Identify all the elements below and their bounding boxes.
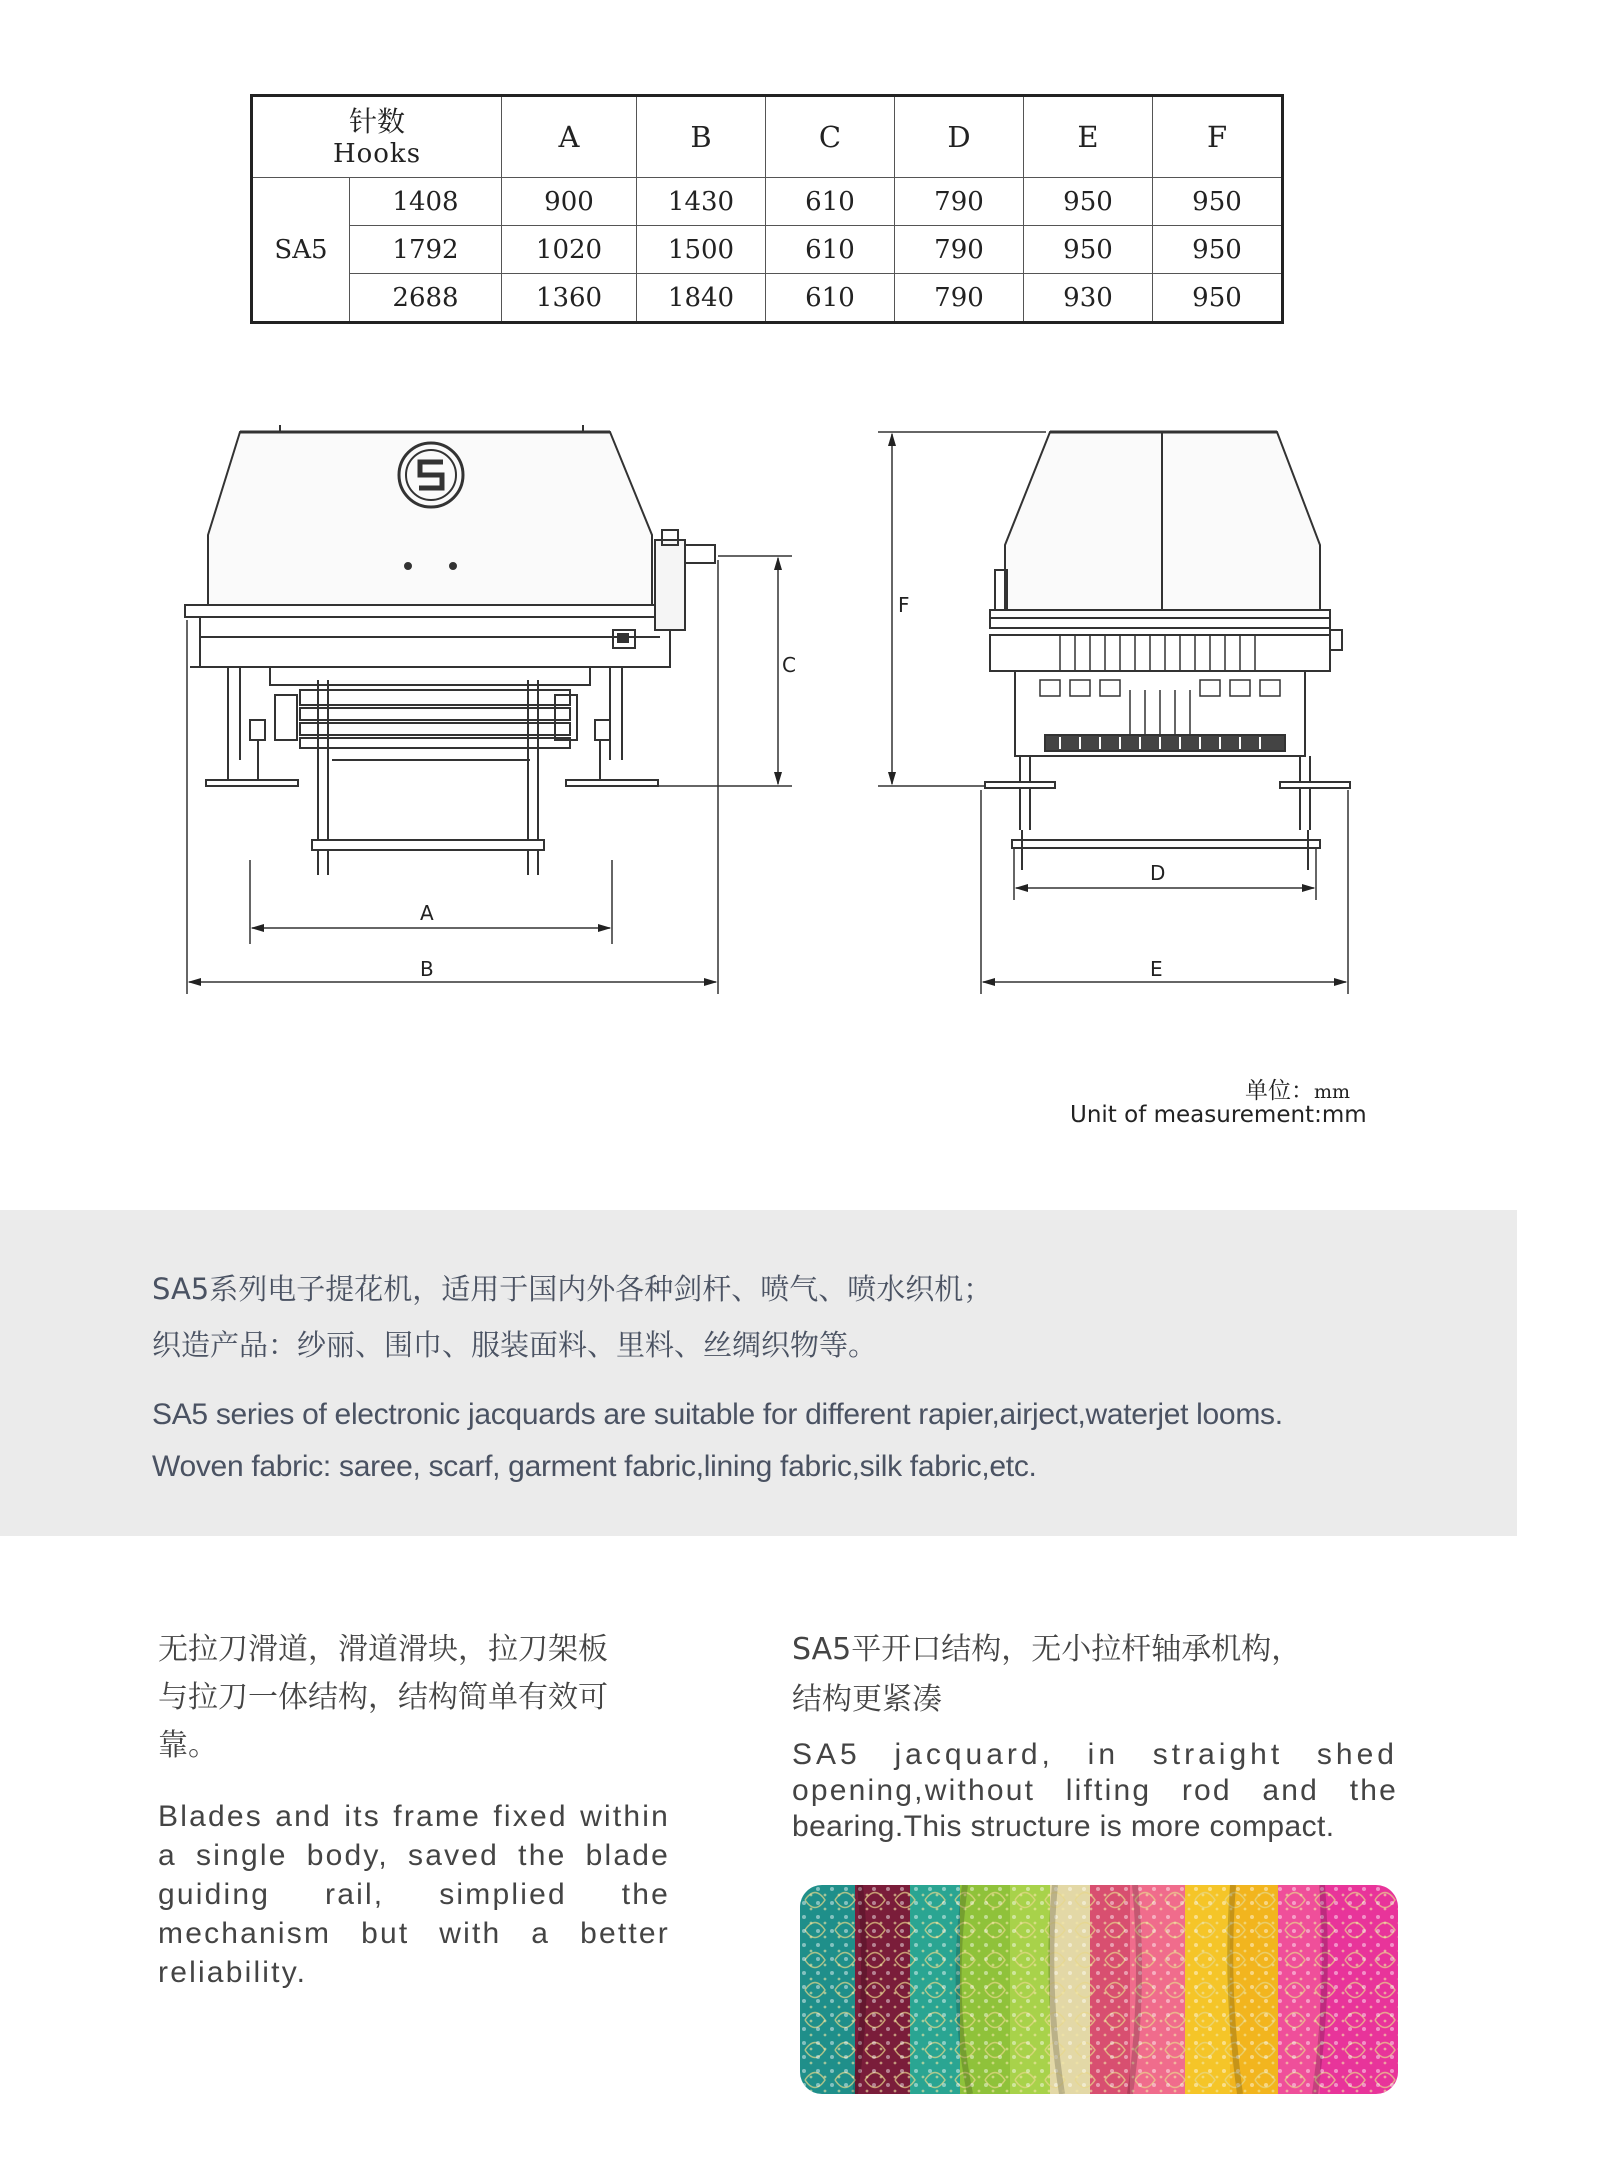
col-header-f: F — [1153, 96, 1283, 178]
feature-left-en-line-5: reliability. — [158, 1956, 308, 1989]
model-cell: SA5 — [274, 234, 328, 265]
dim-label-b: B — [420, 957, 434, 981]
fabric-photo — [800, 1885, 1398, 2094]
feature-left-en-line-3: guiding rail, simplied the — [158, 1878, 670, 1911]
table-cell: 790 — [895, 274, 1024, 323]
dim-label-c: C — [782, 653, 796, 677]
table-cell: 1430 — [637, 178, 766, 226]
unit-label-cn-value: mm — [1314, 1081, 1351, 1103]
feature-left-en-line-4: mechanism but with a better — [158, 1917, 670, 1950]
table-cell: 1020 — [502, 226, 637, 274]
dim-label-d: D — [1150, 861, 1166, 885]
col-header-a: A — [502, 96, 637, 178]
unit-label-cn-text: 单位： — [1245, 1078, 1314, 1104]
col-header-e: E — [1024, 96, 1153, 178]
table-cell: 1840 — [637, 274, 766, 323]
table-cell: 790 — [895, 178, 1024, 226]
table-cell: 1360 — [502, 274, 637, 323]
feature-left-en-line-2: a single body, saved the blade — [158, 1839, 670, 1872]
dim-label-f: F — [898, 593, 910, 617]
table-cell: 1500 — [637, 226, 766, 274]
table-cell: 790 — [895, 226, 1024, 274]
feature-right-en-line-3: bearing.This structure is more compact. — [792, 1810, 1335, 1843]
col-header-c: C — [766, 96, 895, 178]
intro-en-line-2: Woven fabric: saree, scarf, garment fabric,lining fabric,silk fabric,etc. — [152, 1450, 1037, 1483]
table-cell: 610 — [766, 274, 895, 323]
intro-cn-line-2: 织造产品：纱丽、围巾、服装面料、里料、丝绸织物等。 — [152, 1328, 878, 1362]
technical-drawings — [0, 0, 1600, 1050]
feature-left-cn-line-2: 与拉刀一体结构，结构简单有效可 — [158, 1680, 608, 1715]
unit-label-en: Unit of measurement:mm — [1070, 1102, 1367, 1128]
feature-right-cn-line-2: 结构更紧凑 — [792, 1682, 942, 1717]
intro-en-line-1: SA5 series of electronic jacquards are suitable for different rapier,airject,waterjet looms. — [152, 1398, 1283, 1431]
hooks-header-cn: 针数 — [348, 105, 405, 138]
table-cell: 950 — [1153, 274, 1283, 323]
table-cell: 930 — [1024, 274, 1153, 323]
table-cell: 610 — [766, 178, 895, 226]
hooks-cell: 1408 — [350, 178, 502, 226]
hooks-cell: 2688 — [350, 274, 502, 323]
table-cell: 950 — [1024, 226, 1153, 274]
table-cell: 950 — [1153, 178, 1283, 226]
table-cell: 610 — [766, 226, 895, 274]
intro-cn-line-1: SA5系列电子提花机，适用于国内外各种剑杆、喷气、喷水织机； — [152, 1272, 993, 1306]
feature-right-cn-line-1: SA5平开口结构，无小拉杆轴承机构， — [792, 1632, 1302, 1667]
table-cell: 900 — [502, 178, 637, 226]
table-cell: 950 — [1024, 178, 1153, 226]
dim-label-a: A — [420, 901, 434, 925]
feature-right-en-line-1: SA5 jacquard, in straight shed — [792, 1738, 1398, 1771]
front-view-drawing — [185, 425, 792, 994]
table-cell: 950 — [1153, 226, 1283, 274]
feature-left-cn-line-3: 靠。 — [158, 1728, 218, 1763]
fabric-photo-art — [800, 1885, 1398, 2094]
dim-label-e: E — [1150, 957, 1163, 981]
col-header-b: B — [637, 96, 766, 178]
hooks-header-en: Hooks — [332, 139, 422, 169]
feature-right-en-line-2: opening,without lifting rod and the — [792, 1774, 1398, 1807]
unit-label-cn — [1245, 1072, 1350, 1105]
hooks-cell: 1792 — [350, 226, 502, 274]
feature-left-en-line-1: Blades and its frame fixed within — [158, 1800, 670, 1833]
col-header-d: D — [895, 96, 1024, 178]
side-view-drawing — [878, 432, 1350, 994]
feature-left-cn-line-1: 无拉刀滑道，滑道滑块，拉刀架板 — [158, 1632, 608, 1667]
intro-band — [0, 1210, 1517, 1536]
